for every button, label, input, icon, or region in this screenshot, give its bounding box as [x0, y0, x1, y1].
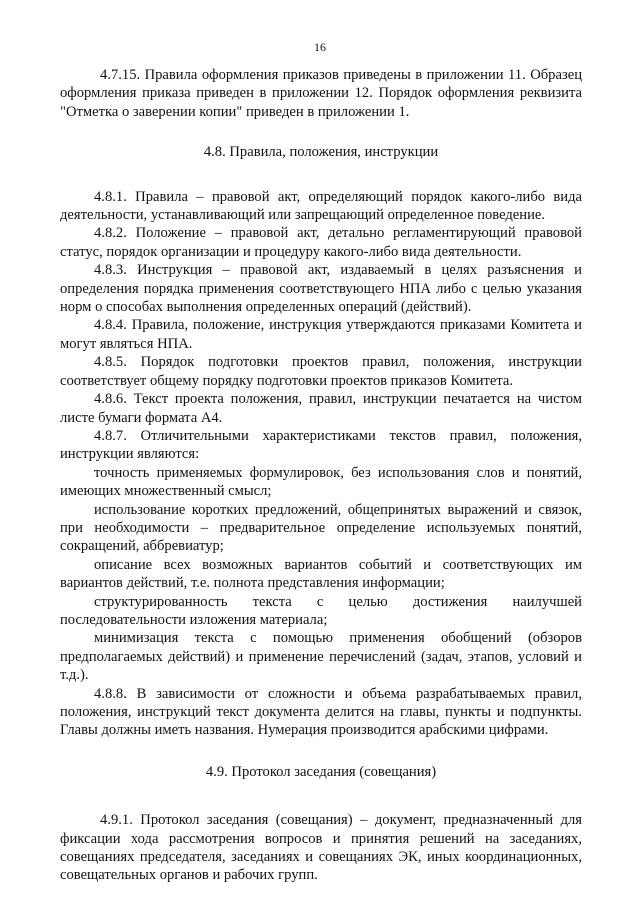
paragraph-4-8-7: 4.8.7. Отличительными характеристиками текстов правил, положения, инструкции являются:: [60, 427, 582, 463]
paragraph-4-8-4: 4.8.4. Правила, положение, инструкция утверждаются приказами Комитета и могут являться НПА.: [60, 317, 582, 352]
paragraph-4-7-15: 4.7.15. Правила оформления приказов приведены в приложении 11. Образец оформления приказа приведен в приложении 12. Порядок оформления реквизита "Отметка о заверении копии" приведен в приложении 1.: [60, 67, 582, 120]
list-item-short-sentences: использование коротких предложений, общепринятых выражений и связок, при необходимости – предварительное определение используемых понятий, сокращений, аббревиатур;: [60, 501, 582, 555]
list-item-precision: точность применяемых формулировок, без использования слов и понятий, имеющих множественный смысл;: [60, 464, 582, 500]
document-body: [60, 66, 582, 885]
page-number: 16: [314, 40, 326, 54]
list-item-minimization: минимизация текста с помощью применения обобщений (обзоров предполагаемых действий) и применение перечислений (задач, этапов, условий и т.д.).: [60, 630, 582, 684]
list-item-all-variants: описание всех возможных вариантов событий и соответствующих им вариантов действий, т.е. полнота представления информации;: [60, 556, 582, 592]
paragraph-4-8-8: 4.8.8. В зависимости от сложности и объема разрабатываемых правил, положения, инструкций текст документа делится на главы, пункты и подпункты. Главы должны иметь названия. Нумерация производится арабскими цифрами.: [60, 685, 582, 739]
paragraph-4-8-6: 4.8.6. Текст проекта положения, правил, инструкции печатается на чистом листе бумаги формата А4.: [60, 391, 582, 426]
paragraph-4-8-5: 4.8.5. Порядок подготовки проектов правил, положения, инструкции соответствует общему порядку подготовки проектов приказов Комитета.: [60, 354, 582, 389]
section-heading-4-8: 4.8. Правила, положения, инструкции: [203, 144, 439, 161]
paragraph-4-9-1: 4.9.1. Протокол заседания (совещания) – документ, предназначенный для фиксации хода рассмотрения вопросов и принятия решений на заседаниях, совещаниях председателя, заседаниях и совещаниях ЭК, иных координационных, совещательных органов и рабочих групп.: [60, 812, 582, 884]
paragraph-4-8-1: 4.8.1. Правила – правовой акт, определяющий порядок какого-либо вида деятельности, устанавливающий или запрещающий определенное поведение.: [60, 188, 582, 224]
paragraph-4-8-3: 4.8.3. Инструкция – правовой акт, издаваемый в целях разъяснения и определения порядка применения соответствующего НПА либо с целью указания норм о способах выполнения определенных операций (действий).: [60, 262, 582, 316]
section-heading-4-9: 4.9. Протокол заседания (совещания): [205, 763, 437, 780]
paragraph-4-8-2: 4.8.2. Положение – правовой акт, детально регламентирующий правовой статус, порядок организации и процедуру какого-либо вида деятельности.: [60, 225, 582, 260]
list-item-structure: структурированность текста с целью достижения наилучшей последовательности изложения материала;: [60, 593, 582, 628]
